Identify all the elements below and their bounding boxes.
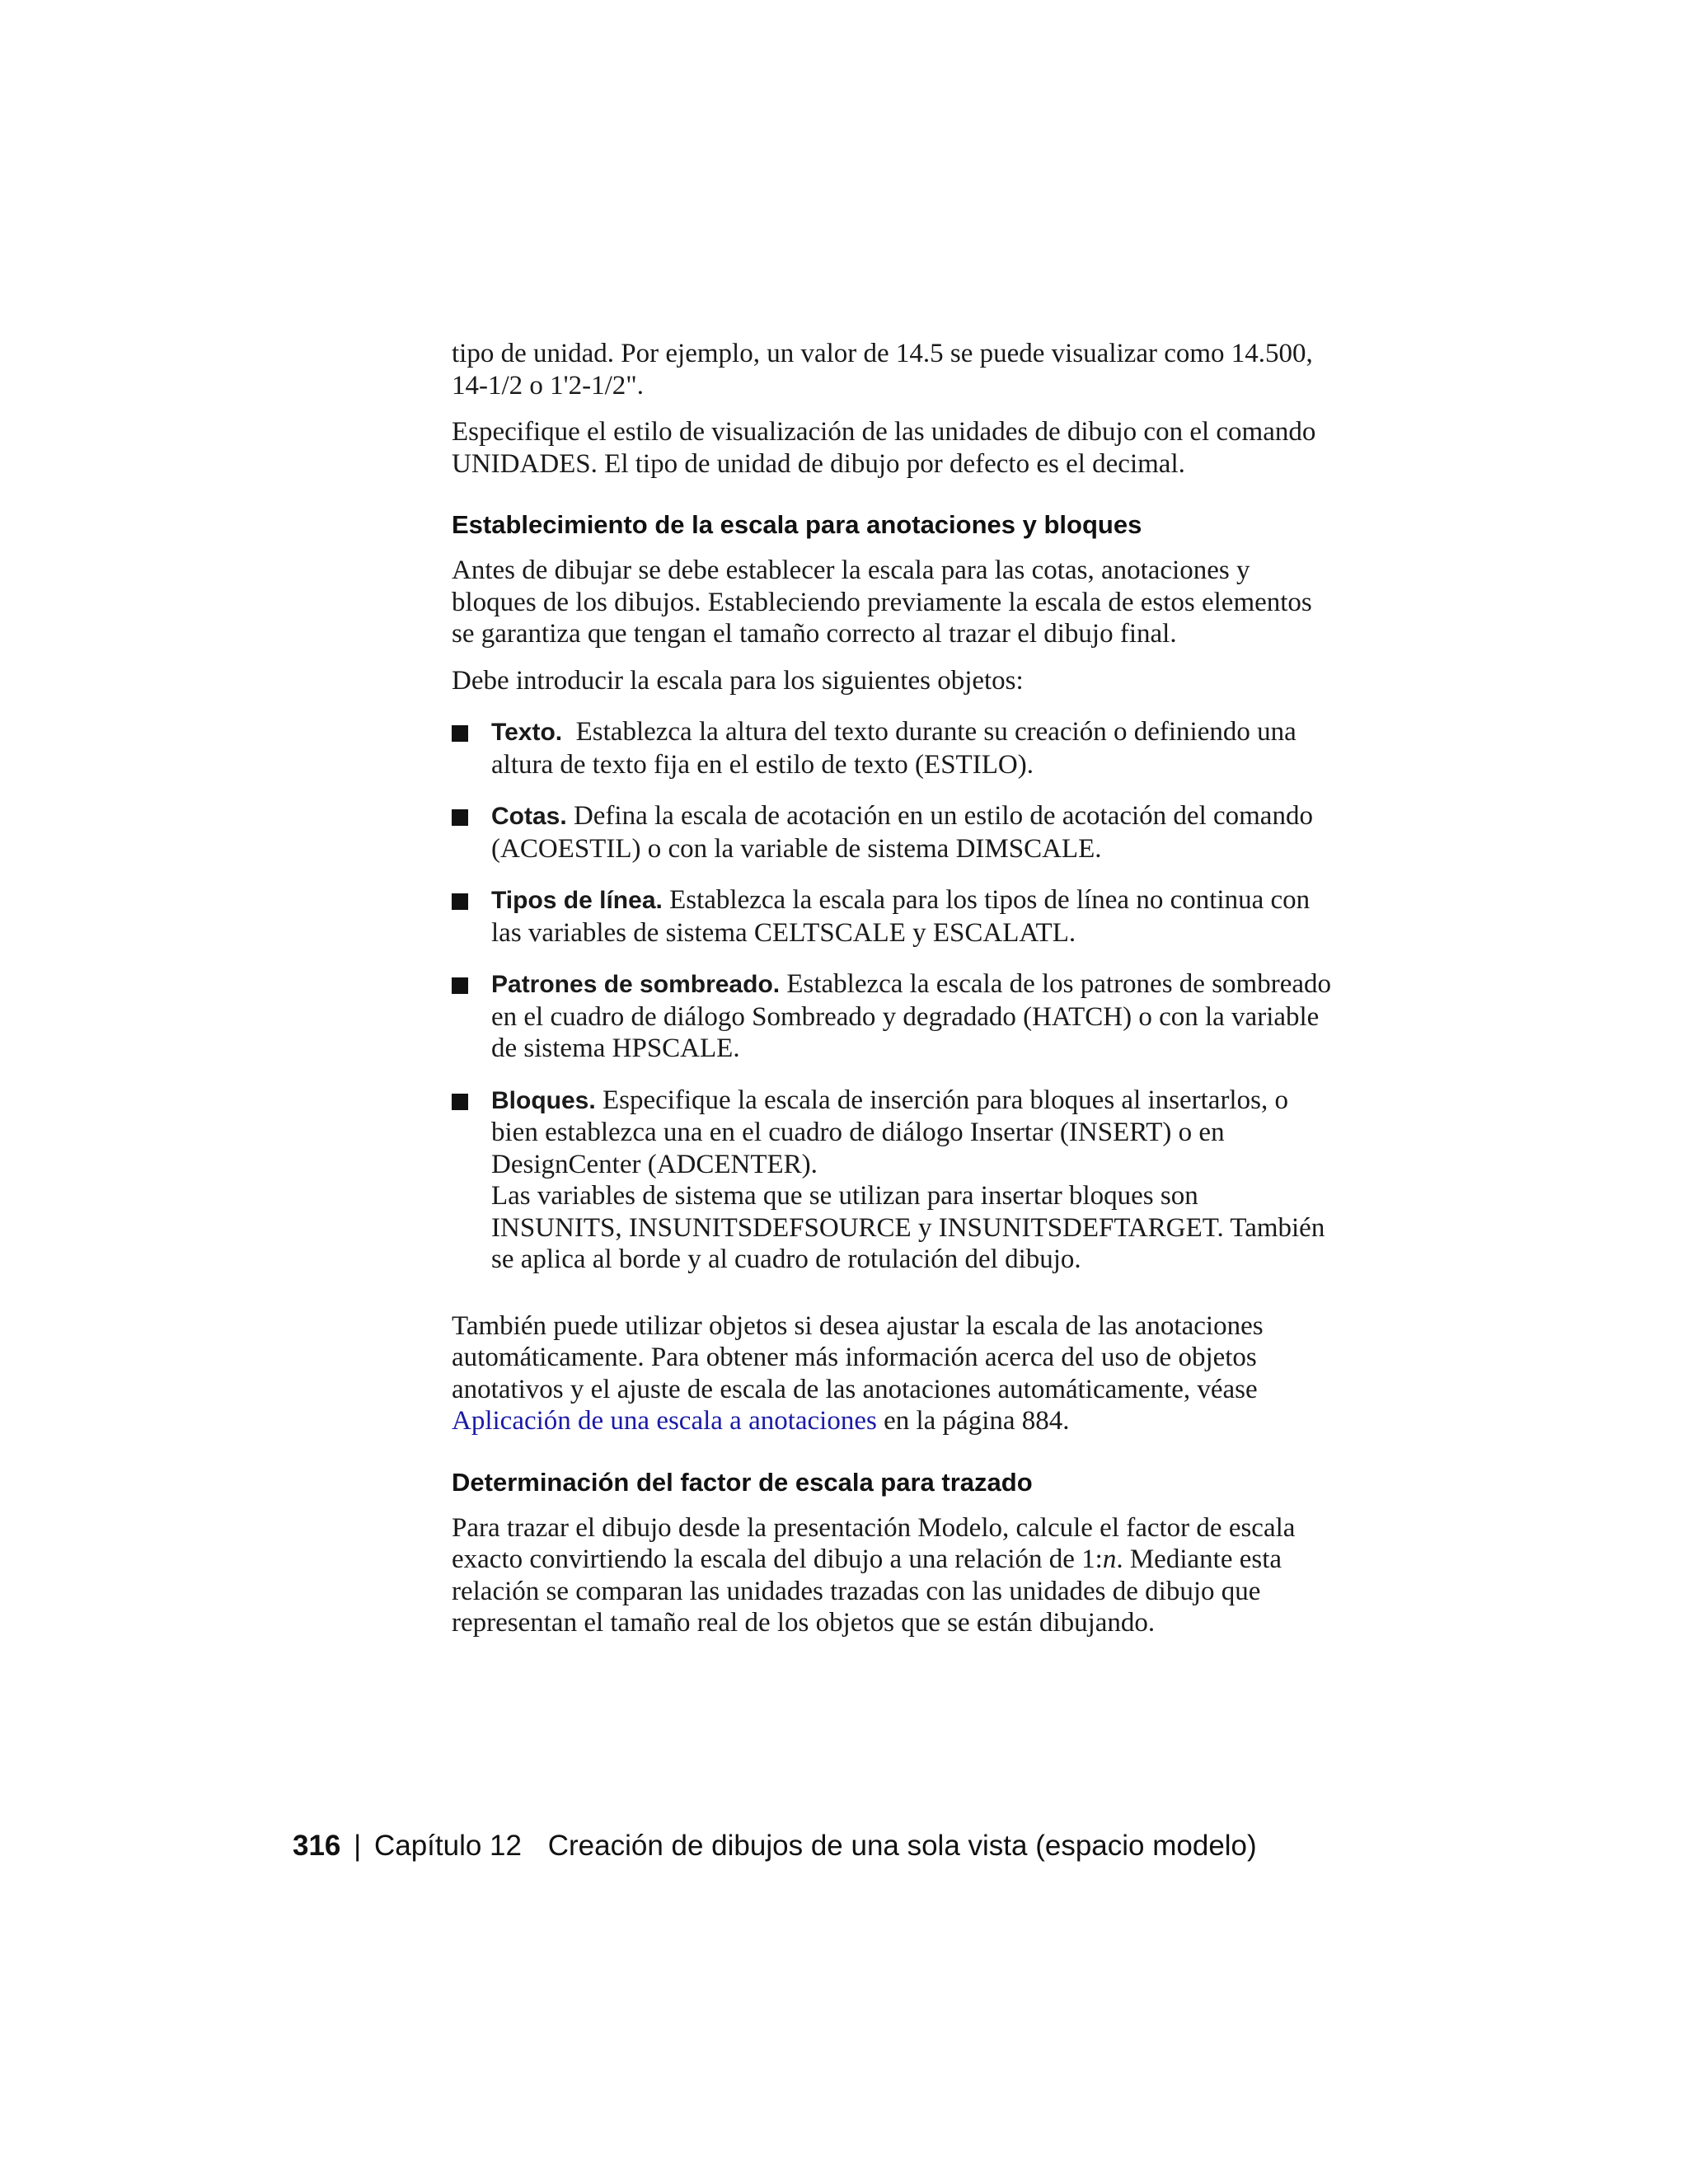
square-bullet-icon (452, 977, 468, 994)
list-item-label: Cotas. (491, 803, 567, 830)
square-bullet-icon (452, 893, 468, 910)
section1-paragraph-1: Antes de dibujar se debe establecer la escala para las cotas, anotaciones y bloques de los dibujos. Estableciendo previamente la escala de estos elementos se garantiza que tengan el tamaño correcto al trazar el dibujo final. (452, 555, 1312, 649)
list-item-cotas (452, 800, 1334, 865)
list-item-text: Defina la escala de acotación en un estilo de acotación del comando (ACOESTIL) o con la variable de sistema DIMSCALE. (491, 801, 1313, 864)
list-item-extra-text: Las variables de sistema que se utilizan para insertar bloques son INSUNITS, INSUNITSDEFSOURCE y INSUNITSDEFTARGET. También se aplica al borde y al cuadro de rotulación del dibujo. (491, 1181, 1325, 1274)
section1-paragraph-2: Debe introducir la escala para los siguientes objetos: (452, 665, 1024, 696)
list-item-tipos-de-linea (452, 884, 1334, 949)
intro-paragraph-2: Especifique el estilo de visualización de las unidades de dibujo con el comando UNIDADES. El tipo de unidad de dibujo por defecto es el decimal. (452, 417, 1316, 479)
square-bullet-icon (452, 1094, 468, 1110)
square-bullet-icon (452, 725, 468, 742)
list-item-text: Establezca la altura del texto durante su creación o definiendo una altura de texto fija en el estilo de texto (ESTILO). (491, 717, 1296, 780)
footer-separator: | (354, 1830, 362, 1862)
list-item-patrones-de-sombreado (452, 968, 1334, 1065)
page-footer (293, 1828, 1257, 1864)
paragraph-text: También puede utilizar objetos si desea ajustar la escala de las anotaciones automáticamente. Para obtener más información acerca del uso de objetos anotativos y el ajuste de escala de las anotaciones automáticamente, véase (452, 1310, 1264, 1404)
list-item-texto (452, 716, 1334, 780)
page-body (452, 338, 1334, 1654)
cross-reference-link[interactable]: Aplicación de una escala a anotaciones (452, 1406, 877, 1436)
page-number: 316 (293, 1830, 341, 1862)
list-item-label: Patrones de sombreado. (491, 971, 781, 998)
chapter-label: Capítulo 12 (373, 1830, 522, 1862)
list-item-text: Establezca la escala de los patrones de sombreado en el cuadro de diálogo Sombreado y degradado (HATCH) o con la variable de sistema HPSCALE. (491, 969, 1331, 1063)
paragraph-text: Para trazar el dibujo desde la presentación Modelo, calcule el factor de escala exacto convirtiendo la escala del dibujo a una relación de 1: (452, 1512, 1296, 1574)
list-item-label: Tipos de línea. (491, 887, 663, 914)
section-heading-escala: Establecimiento de la escala para anotaciones y bloques (452, 510, 1142, 539)
list-item-bloques (452, 1085, 1334, 1276)
paragraph-text: en la página 884. (876, 1406, 1070, 1436)
intro-paragraph-1: tipo de unidad. Por ejemplo, un valor de 14.5 se puede visualizar como 14.500, 14-1/2 o 1'2-1/2". (452, 339, 1313, 401)
ratio-variable: n (1102, 1544, 1117, 1574)
list-item-label: Bloques. (491, 1086, 596, 1114)
chapter-title: Creación de dibujos de una sola vista (espacio modelo) (547, 1830, 1257, 1862)
section1-paragraph-3 (452, 1310, 1334, 1437)
section-heading-factor-escala: Determinación del factor de escala para trazado (452, 1467, 1033, 1497)
list-item-text: Establezca la escala para los tipos de línea no continua con las variables de sistema CELTSCALE y ESCALATL. (491, 885, 1311, 948)
square-bullet-icon (452, 809, 468, 826)
list-item-text: Especifique la escala de inserción para bloques al insertarlos, o bien establezca una en el cuadro de diálogo Insertar (INSERT) o en DesignCenter (ADCENTER). (491, 1085, 1288, 1179)
section2-paragraph-1 (452, 1512, 1334, 1639)
list-item-label: Texto. (491, 719, 563, 746)
objects-list (452, 716, 1334, 1276)
paragraph-text: . Mediante esta relación se comparan las unidades trazadas con las unidades de dibujo que representan el tamaño real de los objetos que se están dibujando. (452, 1544, 1282, 1638)
